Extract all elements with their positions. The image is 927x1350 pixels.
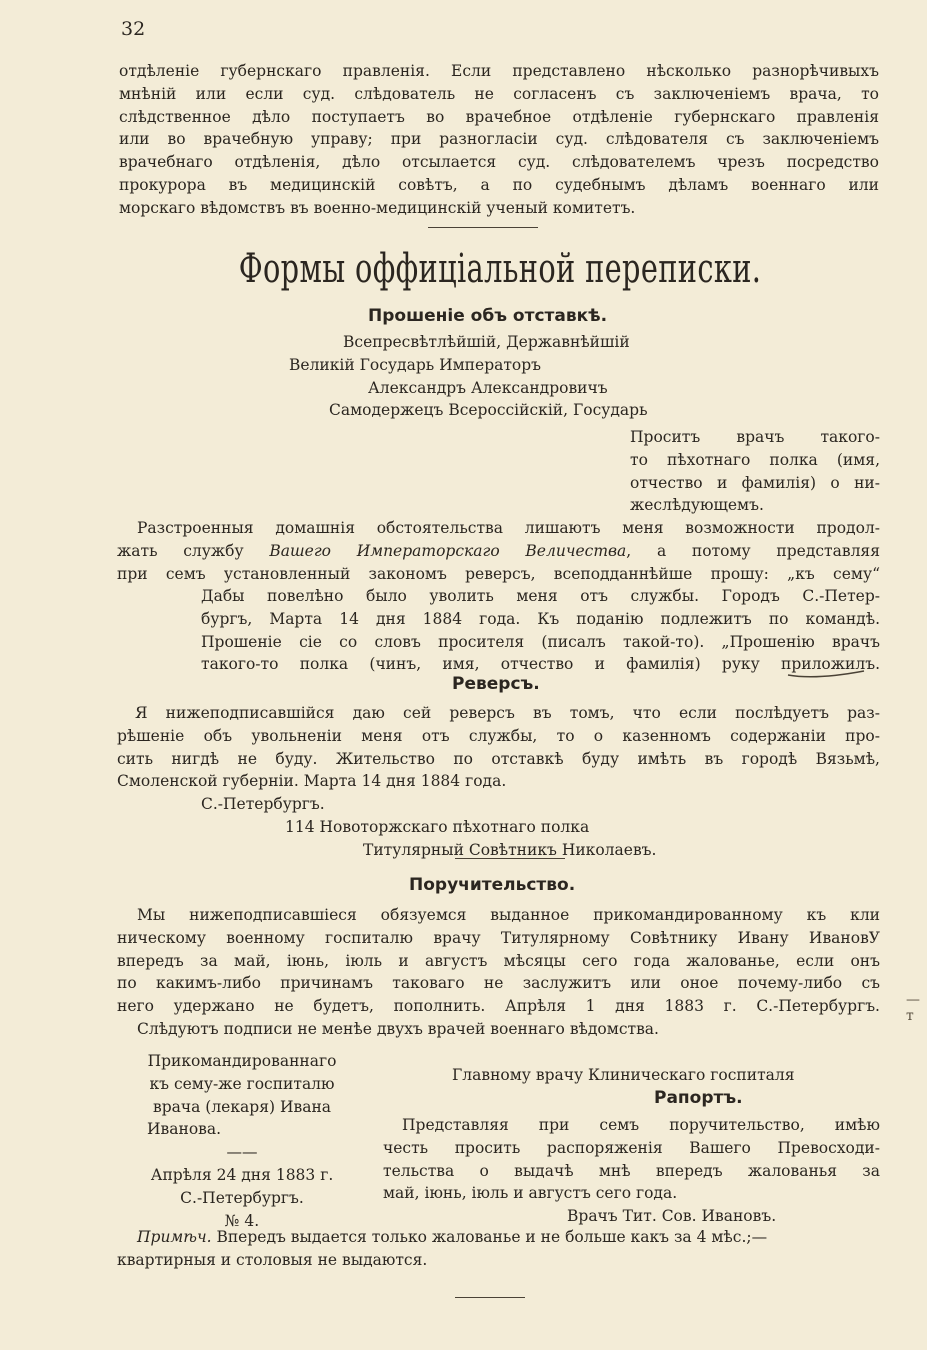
number-line: № 4. (224, 1211, 260, 1230)
petition-heading: Прошеніе объ отставкѣ. (368, 306, 608, 326)
revers-heading: Реверсъ. (452, 674, 540, 694)
text-line: Прошеніе сіе со словъ просителя (писалъ такой-то). „Прошенію врачъ (201, 632, 880, 651)
text-line: жать службу Вашего Императорскаго Величества, а потому представляя (117, 541, 880, 560)
guarantee-heading: Поручительство. (409, 875, 576, 895)
dash: —— (226, 1143, 258, 1162)
text-line: врача (лекаря) Ивана (152, 1097, 332, 1116)
date-line: Апрѣля 24 дня 1883 г. (150, 1165, 334, 1184)
text-line: рѣшеніе объ увольненіи меня отъ службы, то о казенномъ содержаніи про- (117, 726, 880, 745)
address-line: Самодержецъ Всероссійскій, Государь (329, 401, 648, 420)
text-line: Дабы повелѣно было уволить меня отъ службы. Городъ С.-Петер- (201, 587, 880, 605)
report-signature: Врачъ Тит. Сов. Ивановъ. (567, 1207, 777, 1226)
text-line: къ сему-же госпиталю (149, 1074, 335, 1093)
address-line: Всепресвѣтлѣйшій, Державнѣйшій (343, 333, 630, 351)
revers-place: С.-Петербургъ. (201, 795, 325, 814)
flourish-mark (786, 668, 866, 680)
text-line: по какимъ-либо причинамъ таковаго не заслужитъ или оное почему-либо съ (117, 974, 880, 993)
address-line: Великій Государь Императоръ (289, 355, 542, 374)
text-line: слѣдственное дѣло поступаетъ во врачебное отдѣленіе губернскаго правленія (119, 107, 879, 126)
text-line: врачебнаго отдѣленія, дѣло отсылается суд. слѣдователемъ чрезъ посредство (119, 153, 879, 172)
text-line: Прикомандированнаго (147, 1052, 337, 1070)
text-line: Иванова. (147, 1120, 222, 1139)
place-line: С.-Петербургъ. (180, 1188, 304, 1207)
petition-body (117, 517, 880, 585)
divider (428, 227, 538, 228)
text-line: такого-то полка (чинъ, имя, отчество и фамилія) руку приложилъ. (201, 655, 880, 674)
text-line: впередъ за май, іюнь, іюль и августъ мѣсяцы сего года жалованье, если онъ (117, 951, 880, 970)
text-line: бургъ, Марта 14 дня 1884 года. Къ поданію подлежитъ по командѣ. (201, 609, 880, 628)
revers-regiment: 114 Новоторжскаго пѣхотнаго полка (285, 817, 590, 836)
intro-paragraph (119, 60, 879, 220)
petition-address (0, 331, 927, 422)
note (117, 1226, 880, 1272)
text-line: мнѣній или если суд. слѣдователь не согласенъ съ заключеніемъ врача, то (119, 84, 879, 103)
text-line: Примѣч. Впередъ выдается только жалованье и не больше какъ за 4 мѣс.;— (137, 1228, 768, 1246)
divider (455, 858, 565, 859)
text-line: жеслѣдующемъ. (630, 496, 764, 515)
report-body (383, 1114, 880, 1228)
page-number: 32 (121, 18, 146, 40)
petition-asks (630, 426, 880, 517)
text-line: Смоленской губерніи. Марта 14 дня 1884 года. (117, 772, 507, 791)
text-line: май, іюнь, іюль и августъ сего года. (383, 1184, 678, 1203)
text-line: ническому военному госпиталю врачу Титулярному Совѣтнику Ивану ИвановУ (117, 928, 880, 947)
text-line: отчество и фамилія) о ни- (630, 473, 880, 492)
text-line: морскаго вѣдомствъ въ военно-медицинскій ученый комитетъ. (119, 198, 636, 217)
page-title: Формы оффиціальной переписки. (238, 246, 762, 292)
text-line: или во врачебную управу; при разногласіи суд. слѣдователя съ заключеніемъ (119, 130, 879, 149)
text-line: Я нижеподписавшійся даю сей реверсъ въ томъ, что если послѣдуетъ раз- (135, 704, 880, 722)
margin-mark: —ᴛ (906, 992, 920, 1024)
revers-body (117, 702, 880, 862)
guarantee-body (117, 904, 880, 1041)
revers-signature: Титулярный Совѣтникъ Николаевъ. (363, 840, 657, 859)
text-line: отдѣленіе губернскаго правленія. Если представлено нѣсколько разнорѣчивыхъ (119, 62, 879, 80)
text-line: Слѣдуютъ подписи не менѣе двухъ врачей военнаго вѣдомства. (137, 1019, 659, 1038)
text-line: Проситъ врачъ такого- (630, 428, 880, 446)
text-line: квартирныя и столовыя не выдаются. (117, 1250, 428, 1269)
text-line: Представляя при семъ поручительство, имѣю (402, 1116, 880, 1134)
text-line: тельства о выдачѣ мнѣ впередъ жалованья за (383, 1161, 880, 1180)
text-line: Мы нижеподписавшіеся обязуемся выданное прикомандированному къ кли (137, 906, 880, 924)
text-line: сить нигдѣ не буду. Жительство по отставкѣ буду имѣть въ городѣ Вязьмѣ, (117, 749, 880, 768)
report-heading: Рапортъ. (654, 1088, 743, 1108)
text-line: то пѣхотнаго полка (имя, (630, 450, 880, 469)
text-line: при семъ установленный закономъ реверсъ, всеподданнѣйше прошу: „къ сему“ (117, 564, 880, 583)
report-addressee: Главному врачу Клиническаго госпиталя (452, 1066, 795, 1084)
divider (455, 1297, 525, 1298)
text-line: честь просить распоряженія Вашего Превосходи- (383, 1138, 880, 1157)
address-line: Александръ Александровичъ (368, 378, 608, 397)
text-line: прокурора въ медицинскій совѣтъ, а по судебнымъ дѣламъ военнаго или (119, 175, 879, 194)
text-line: него удержано не будетъ, пополнить. Апрѣля 1 дня 1883 г. С.-Петербургъ. (117, 997, 880, 1016)
petition-body-indented (201, 585, 880, 676)
text-line: Разстроенныя домашнія обстоятельства лишаютъ меня возможности продол- (137, 519, 880, 537)
left-column (117, 1050, 367, 1232)
